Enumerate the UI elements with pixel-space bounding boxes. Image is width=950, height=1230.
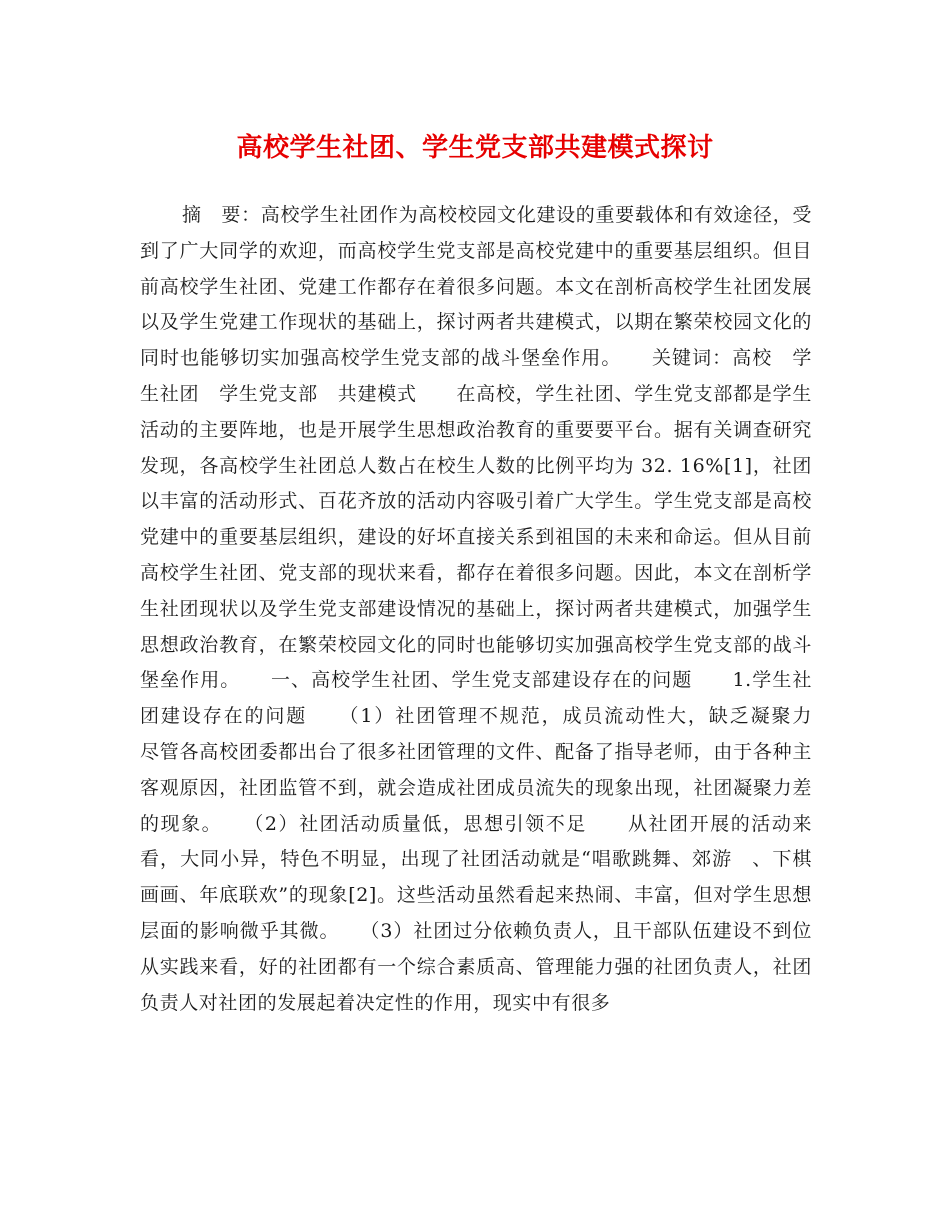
document-body: 摘 要：高校学生社团作为高校校园文化建设的重要载体和有效途径，受到了广大同学的欢迎，而高校学生党支部是高校党建中的重要基层组织。但目前高校学生社团、党建工作都存在着很多问题。本文在剖析高校学生社团发展以及学生党建工作现状的基础上，探讨两者共建模式，以期在繁荣校园文化的同时也能够切实加强高校学生党支部的战斗堡垒作用。 关键词：高校 学生社团 学生党支部 共建模式 在高校，学生社团、学生党支部都是学生活动的主要阵地，也是开展学生思想政治教育的重要要平台。据有关调查研究发现，各高校学生社团总人数占在校生人数的比例平均为 32. 16%[1]，社团以丰富的活动形式、百花齐放的活动内容吸引着广大学生。学生党支部是高校党建中的重要基层组织，建设的好坏直接关系到祖国的未来和命运。但从目前高校学生社团、党支部的现状来看，都存在着很多问题。因此，本文在剖析学生社团现状以及学生党支部建设情况的基础上，探讨两者共建模式，加强学生思想政治教育，在繁荣校园文化的同时也能够切实加强高校学生党支部的战斗堡垒作用。 一、高校学生社团、学生党支部建设存在的问题 1.学生社团建设存在的问题 （1）社团管理不规范，成员流动性大，缺乏凝聚力 尽管各高校团委都出台了很多社团管理的文件、配备了指导老师，由于各种主客观原因，社团监管不到，就会造成社团成员流失的现象出现，社团凝聚力差的现象。 （2）社团活动质量低，思想引领不足 从社团开展的活动来看，大同小异，特色不明显，出现了社团活动就是“唱歌跳舞、郊游 、下棋画画、年底联欢”的现象[2]。这些活动虽然看起来热闹、丰富，但对学生思想层面的影响微乎其微。 （3）社团过分依赖负责人，且干部队伍建设不到位 从实践来看，好的社团都有一个综合素质高、管理能力强的社团负责人，社团负责人对社团的发展起着决定性的作用，现实中有很多 <box>140 204 852 1014</box>
document-title: 高校学生社团、学生党支部共建模式探讨 <box>236 133 714 163</box>
